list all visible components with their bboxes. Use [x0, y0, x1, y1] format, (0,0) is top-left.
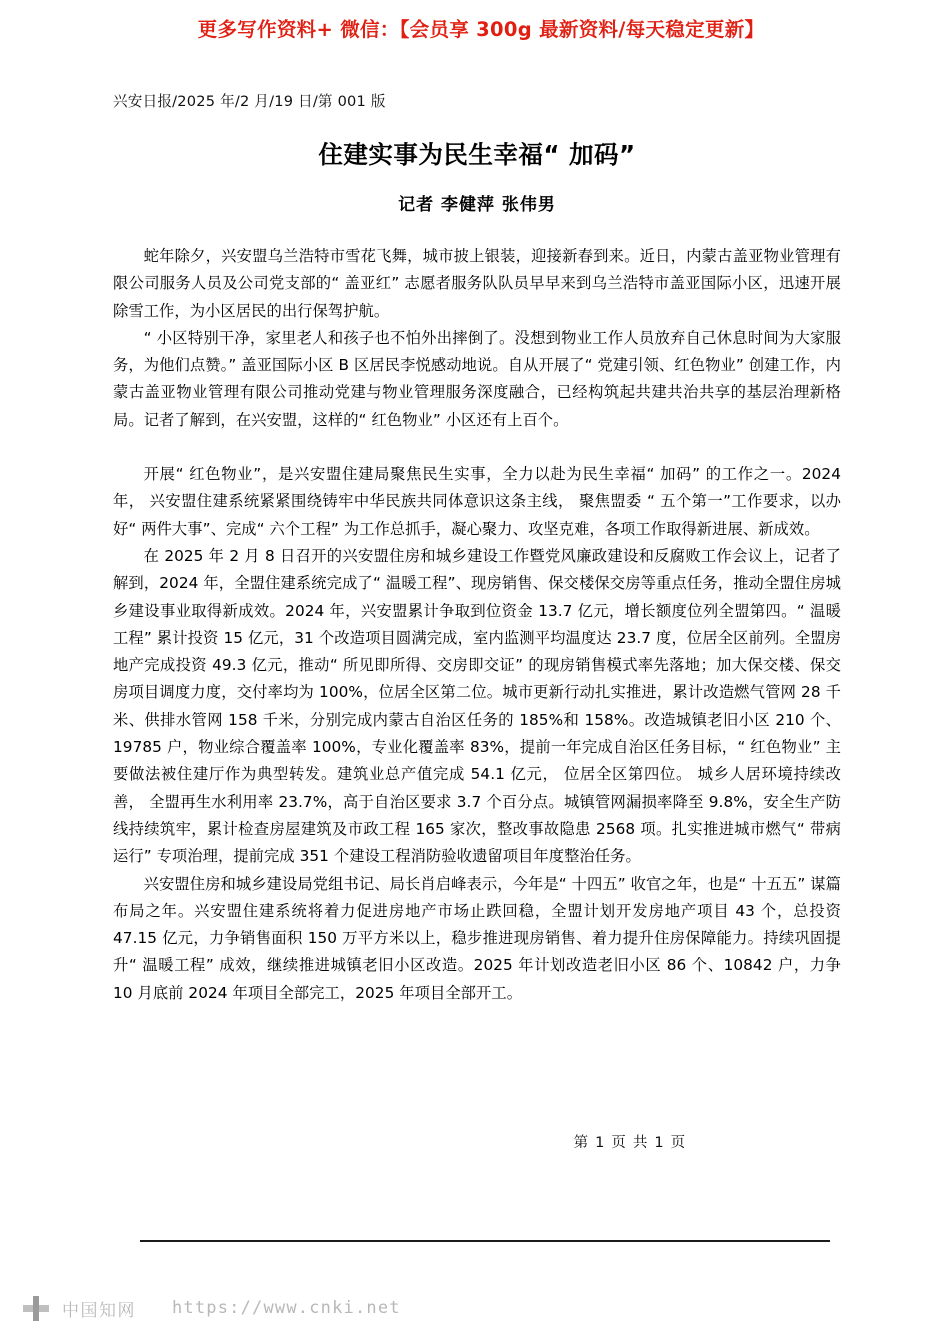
article-body — [113, 243, 841, 1007]
paragraph-spacer — [113, 434, 841, 461]
paragraph: 在 2025 年 2 月 8 日召开的兴安盟住房和城乡建设工作暨党风廉政建设和反腐败工作会议上，记者了解到，2024 年，全盟住建系统完成了“ 温暖工程”、现房销售、保交楼保交房等重点任务，推动全盟住房城乡建设事业取得新成效。2024 年，兴安盟累计争取到位资金 13.7 亿元，增长额度位列全盟第四。“ 温暖工程” 累计投资 15 亿元，31 个改造项目圆满完成，室内监测平均温度达 23.7 度，位居全区前列。全盟房地产完成投资 49.3 亿元，推动“ 所见即所得、交房即交证” 的现房销售模式率先落地；加大保交楼、保交房项目调度力度，交付率均为 100%，位居全区第二位。城市更新行动扎实推进，累计改造燃气管网 28 千米、供排水管网 158 千米，分别完成内蒙古自治区任务的 185%和 158%。改造城镇老旧小区 210 个、19785 户，物业综合覆盖率 100%，专业化覆盖率 83%，提前一年完成自治区任务目标，“ 红色物业” 主要做法被住建厅作为典型转发。建筑业总产值完成 54.1 亿元， 位居全区第四位。 城乡人居环境持续改善， 全盟再生水利用率 23.7%，高于自治区要求 3.7 个百分点。城镇管网漏损率降至 9.8%，安全生产防线持续筑牢，累计检查房屋建筑及市政工程 165 家次，整改事故隐患 2568 项。扎实推进城市燃气“ 带病运行” 专项治理，提前完成 351 个建设工程消防验收遗留项目年度整治任务。 — [113, 546, 841, 866]
cnki-footer — [20, 1286, 401, 1330]
source-line: 兴安日报/2025 年/2 月/19 日/第 001 版 — [113, 93, 386, 110]
footer-divider — [140, 1240, 830, 1242]
page-number: 第 1 页 共 1 页 — [573, 1135, 687, 1151]
cnki-logo-icon — [20, 1292, 52, 1324]
page-title: 住建实事为民生幸福“ 加码” — [318, 140, 636, 169]
paragraph: 兴安盟住房和城乡建设局党组书记、局长肖启峰表示，今年是“ 十四五” 收官之年，也是“ 十五五” 谋篇布局之年。兴安盟住建系统将着力促进房地产市场止跌回稳，全盟计划开发房地产项目 43 个，总投资 47.15 亿元，力争销售面积 150 万平方米以上，稳步推进现房销售、着力提升住房保障能力。持续巩固提升“ 温暖工程” 成效，继续推进城镇老旧小区改造。2025 年计划改造老旧小区 86 个、10842 户，力争 10 月底前 2024 年项目全部完工，2025 年项目全部开工。 — [113, 874, 841, 1002]
paragraph: 开展“ 红色物业”，是兴安盟住建局聚焦民生实事，全力以赴为民生幸福“ 加码” 的工作之一。2024 年， 兴安盟住建系统紧紧围绕铸牢中华民族共同体意识这条主线， 聚焦盟委 “ 五个第一”工作要求，以办好“ 两件大事”、完成“ 六个工程” 为工作总抓手，凝心聚力、攻坚克难，各项工作取得新进展、新成效。 — [113, 465, 841, 538]
cnki-brand-label: 中国知网 — [62, 1300, 136, 1321]
byline: 记者 李健萍 张伟男 — [398, 195, 556, 215]
cnki-url-label: https://www.cnki.net — [172, 1298, 401, 1318]
document-content — [113, 0, 841, 1007]
paragraph: 蛇年除夕，兴安盟乌兰浩特市雪花飞舞，城市披上银装，迎接新春到来。近日，内蒙古盖亚物业管理有限公司服务人员及公司党支部的“ 盖亚红” 志愿者服务队队员早早来到乌兰浩特市盖亚国际小区，迅速开展除雪工作，为小区居民的出行保驾护航。 — [113, 247, 841, 320]
paragraph: “ 小区特别干净，家里老人和孩子也不怕外出摔倒了。没想到物业工作人员放弃自己休息时间为大家服务，为他们点赞。” 盖亚国际小区 B 区居民李悦感动地说。自从开展了“ 党建引领、红色物业” 创建工作，内蒙古盖亚物业管理有限公司推动党建与物业管理服务深度融合，已经构筑起共建共治共享的基层治理新格局。记者了解到，在兴安盟，这样的“ 红色物业” 小区还有上百个。 — [113, 328, 841, 429]
promo-banner-text: 更多写作资料+ 微信：【会员享 300g 最新资料/每天稳定更新】 — [197, 18, 765, 41]
